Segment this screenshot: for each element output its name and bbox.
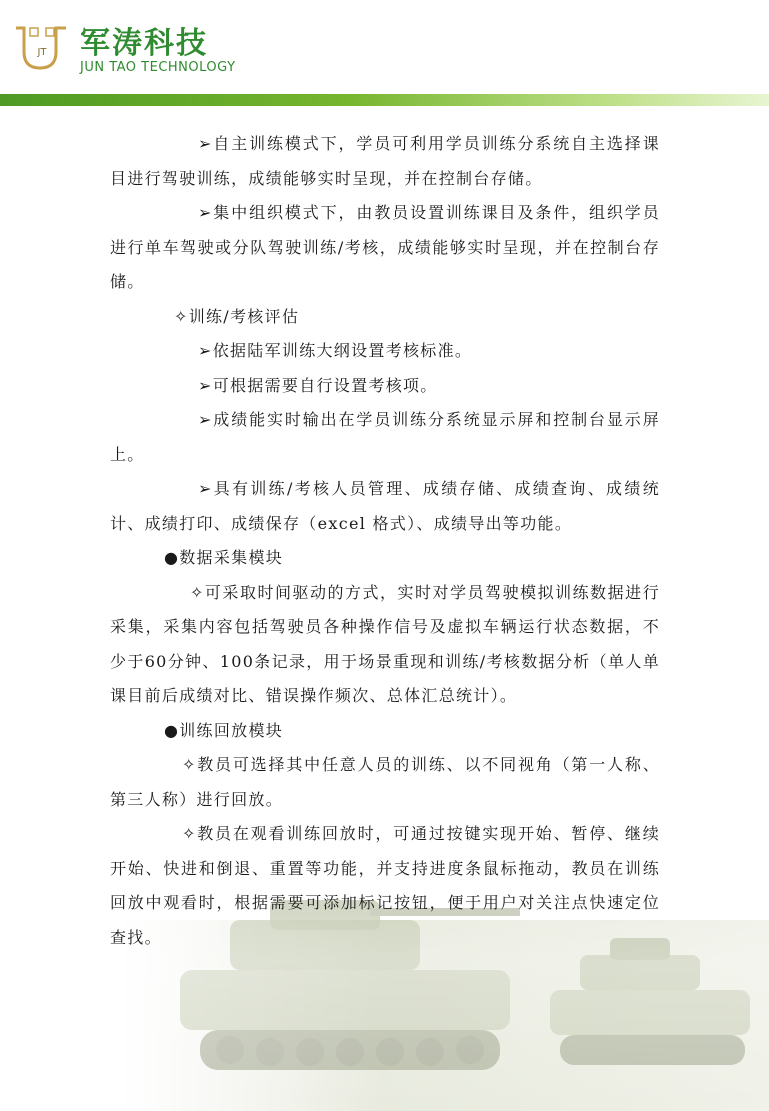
jt-logo-icon	[12, 22, 70, 74]
paragraph-group-training: ➢集中组织模式下，由教员设置训练课目及条件，组织学员进行单车驾驶或分队驾驶训练/考核，成绩能够实时呈现，并在控制台存储。	[110, 203, 660, 291]
paragraph-playback-controls: ✧教员在观看训练回放时，可通过按键实现开始、暂停、继续开始、快进和倒退、重置等功能，并支持进度条鼠标拖动，教员在训练回放中观看时，根据需要可添加标记按钮，便于用户对关注点快速定位查找。	[110, 824, 660, 947]
heading-training-playback: ●训练回放模块	[164, 720, 284, 740]
paragraph-playback-views: ✧教员可选择其中任意人员的训练、以不同视角（第一人称、第三人称）进行回放。	[110, 755, 660, 809]
header-gradient-bar	[0, 94, 769, 106]
paragraph-self-training: ➢自主训练模式下，学员可利用学员训练分系统自主选择课目进行驾驶训练，成绩能够实时呈现，并在控制台存储。	[110, 134, 660, 188]
paragraph-score-management: ➢具有训练/考核人员管理、成绩存储、成绩查询、成绩统计、成绩打印、成绩保存（excel 格式）、成绩导出等功能。	[110, 479, 660, 533]
company-name-cn: 军涛科技	[80, 26, 208, 61]
paragraph-score-output: ➢成绩能实时输出在学员训练分系统显示屏和控制台显示屏上。	[110, 410, 660, 464]
logo-letters: JT	[37, 47, 47, 58]
paragraph-data-collection: ✧可采取时间驱动的方式，实时对学员驾驶模拟训练数据进行采集，采集内容包括驾驶员各种操作信号及虚拟车辆运行状态数据，不少于60分钟、100条记录，用于场景重现和训练/考核数据分析（单人单课目前后成绩对比、错误操作频次、总体汇总统计）。	[110, 582, 660, 705]
subheading-assessment: ✧训练/考核评估	[174, 306, 300, 326]
paragraph-assessment-items: ➢可根据需要自行设置考核项。	[198, 375, 438, 395]
page-header	[0, 0, 769, 106]
paragraph-assessment-standard: ➢依据陆军训练大纲设置考核标准。	[198, 341, 473, 360]
document-body	[110, 127, 660, 955]
company-name-en: JUN TAO TECHNOLOGY	[80, 60, 236, 75]
heading-data-collection: ●数据采集模块	[164, 548, 284, 567]
